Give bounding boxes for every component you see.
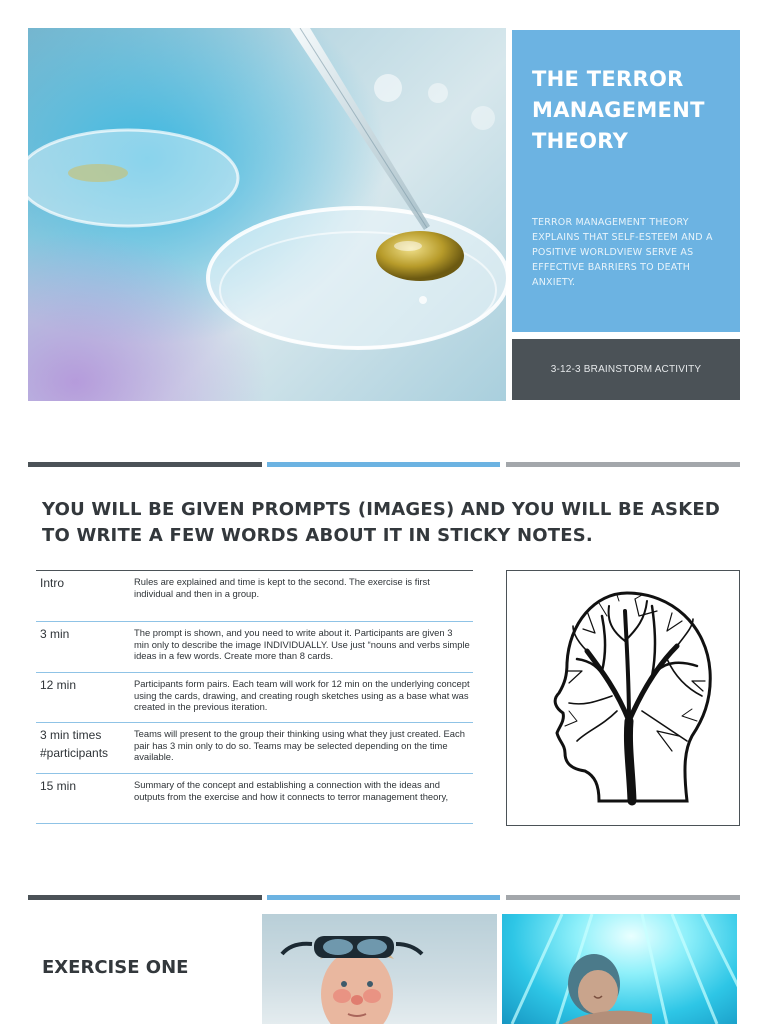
photo-tanning-bed	[502, 914, 737, 1024]
divider-bar-gray	[506, 895, 740, 900]
table-row	[36, 570, 473, 622]
divider-bar-dark	[28, 895, 262, 900]
row-time: 12 min	[40, 678, 77, 692]
table-row	[36, 673, 473, 723]
row-description: Teams will present to the group their thinking using what they just created. Each pair has 3 min only to do so. Teams may be selected depending on the time available.	[134, 728, 465, 762]
tree-head-illustration-frame	[506, 570, 740, 826]
divider-bar-blue	[267, 895, 500, 900]
photo-sunburnt-boy	[262, 914, 497, 1024]
hero-photo-petri-dish	[28, 28, 506, 401]
row-description: Rules are explained and time is kept to the second. The exercise is first individual and then in a group.	[134, 576, 430, 599]
row-description: Participants form pairs. Each team will work for 12 min on the underlying concept using the cards, drawing, and creating rough sketches using as a base what was created in the previous iteration.	[134, 678, 470, 712]
table-row	[36, 774, 473, 824]
divider-bar-blue	[267, 462, 500, 467]
divider-bar-gray	[506, 462, 740, 467]
title-panel	[512, 30, 740, 332]
subtitle-panel	[512, 339, 740, 400]
slide-title: THE TERROR MANAGEMENT THEORY	[532, 67, 705, 153]
slide-description: TERROR MANAGEMENT THEORY EXPLAINS THAT SELF-ESTEEM AND A POSITIVE WORLDVIEW SERVE AS EFFECTIVE BARRIERS TO DEATH ANXIETY.	[532, 217, 713, 288]
table-row	[36, 723, 473, 774]
row-description: The prompt is shown, and you need to write about it. Participants are given 3 min only to describe the image INDIVIDUALLY. Use just “nouns and verbs simple ideas in a few words. Create more than 8 cards.	[134, 627, 470, 661]
tree-head-icon	[507, 571, 738, 824]
table-row	[36, 622, 473, 673]
row-time: Intro	[40, 576, 65, 590]
row-time: 3 min times #participants	[40, 728, 109, 760]
schedule-table	[36, 570, 473, 824]
row-time: 15 min	[40, 779, 77, 793]
activity-subtitle: 3-12-3 BRAINSTORM ACTIVITY	[550, 364, 702, 375]
instructions-heading: YOU WILL BE GIVEN PROMPTS (IMAGES) AND YOU WILL BE ASKED TO WRITE A FEW WORDS ABOUT IT IN STICKY NOTES.	[42, 499, 721, 546]
row-description: Summary of the concept and establishing a connection with the ideas and outputs from the exercise and how it connects to terror management theory,	[134, 779, 449, 802]
row-time: 3 min	[40, 627, 70, 641]
divider-bar-dark	[28, 462, 262, 467]
exercise-title: EXERCISE ONE	[42, 957, 189, 978]
